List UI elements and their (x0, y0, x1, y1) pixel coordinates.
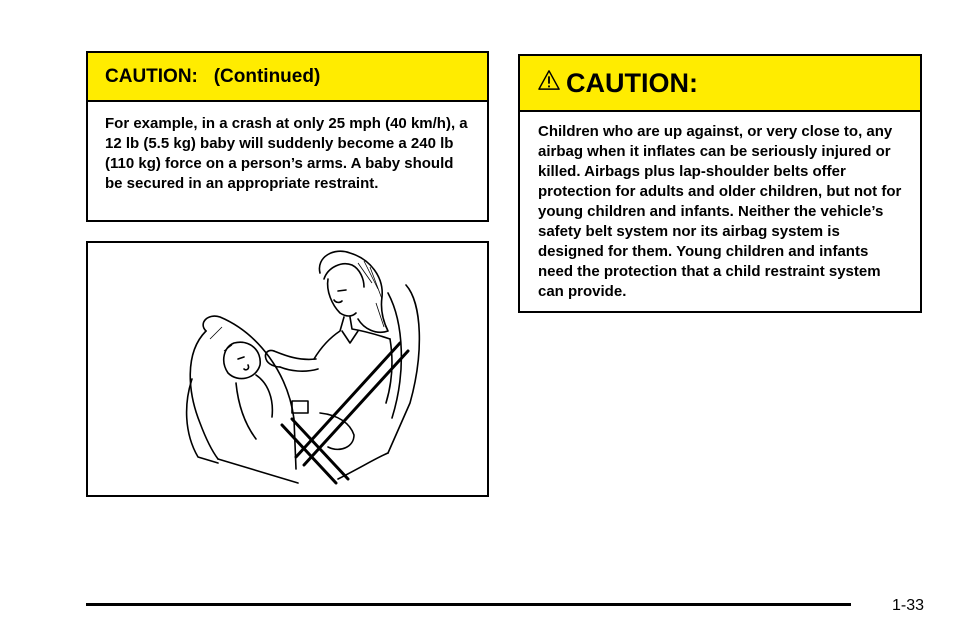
caution-header (88, 53, 487, 102)
warning-triangle-icon (538, 69, 560, 91)
footer-rule (86, 603, 851, 606)
woman-holding-infant-illustration (86, 241, 489, 497)
caution-box-continued (86, 51, 489, 222)
caution-title: CAUTION: (Continued) (105, 65, 321, 87)
caution-title: CAUTION: (566, 67, 698, 98)
caution-header (520, 56, 920, 112)
caution-text: Children who are up against, or very close to, any airbag when it inflates can be seriously injured or killed. Airbags plus lap-shoulder belts offer protection for adults and older children, but not for young children and infants. Neither the vehicle’s safety belt system nor its airbag system is designed for them. Young children and infants need the protection that a child restraint system can provide. (538, 123, 902, 300)
page-number: 1-33 (891, 597, 924, 614)
caution-box-airbag (518, 54, 922, 313)
caution-text: For example, in a crash at only 25 mph (40 km/h), a 12 lb (5.5 kg) baby will suddenly become a 240 lb (110 kg) force on a person’s arms. A baby should be secured in an appropriate restraint. (105, 115, 468, 192)
illustration-drawing (88, 243, 489, 497)
